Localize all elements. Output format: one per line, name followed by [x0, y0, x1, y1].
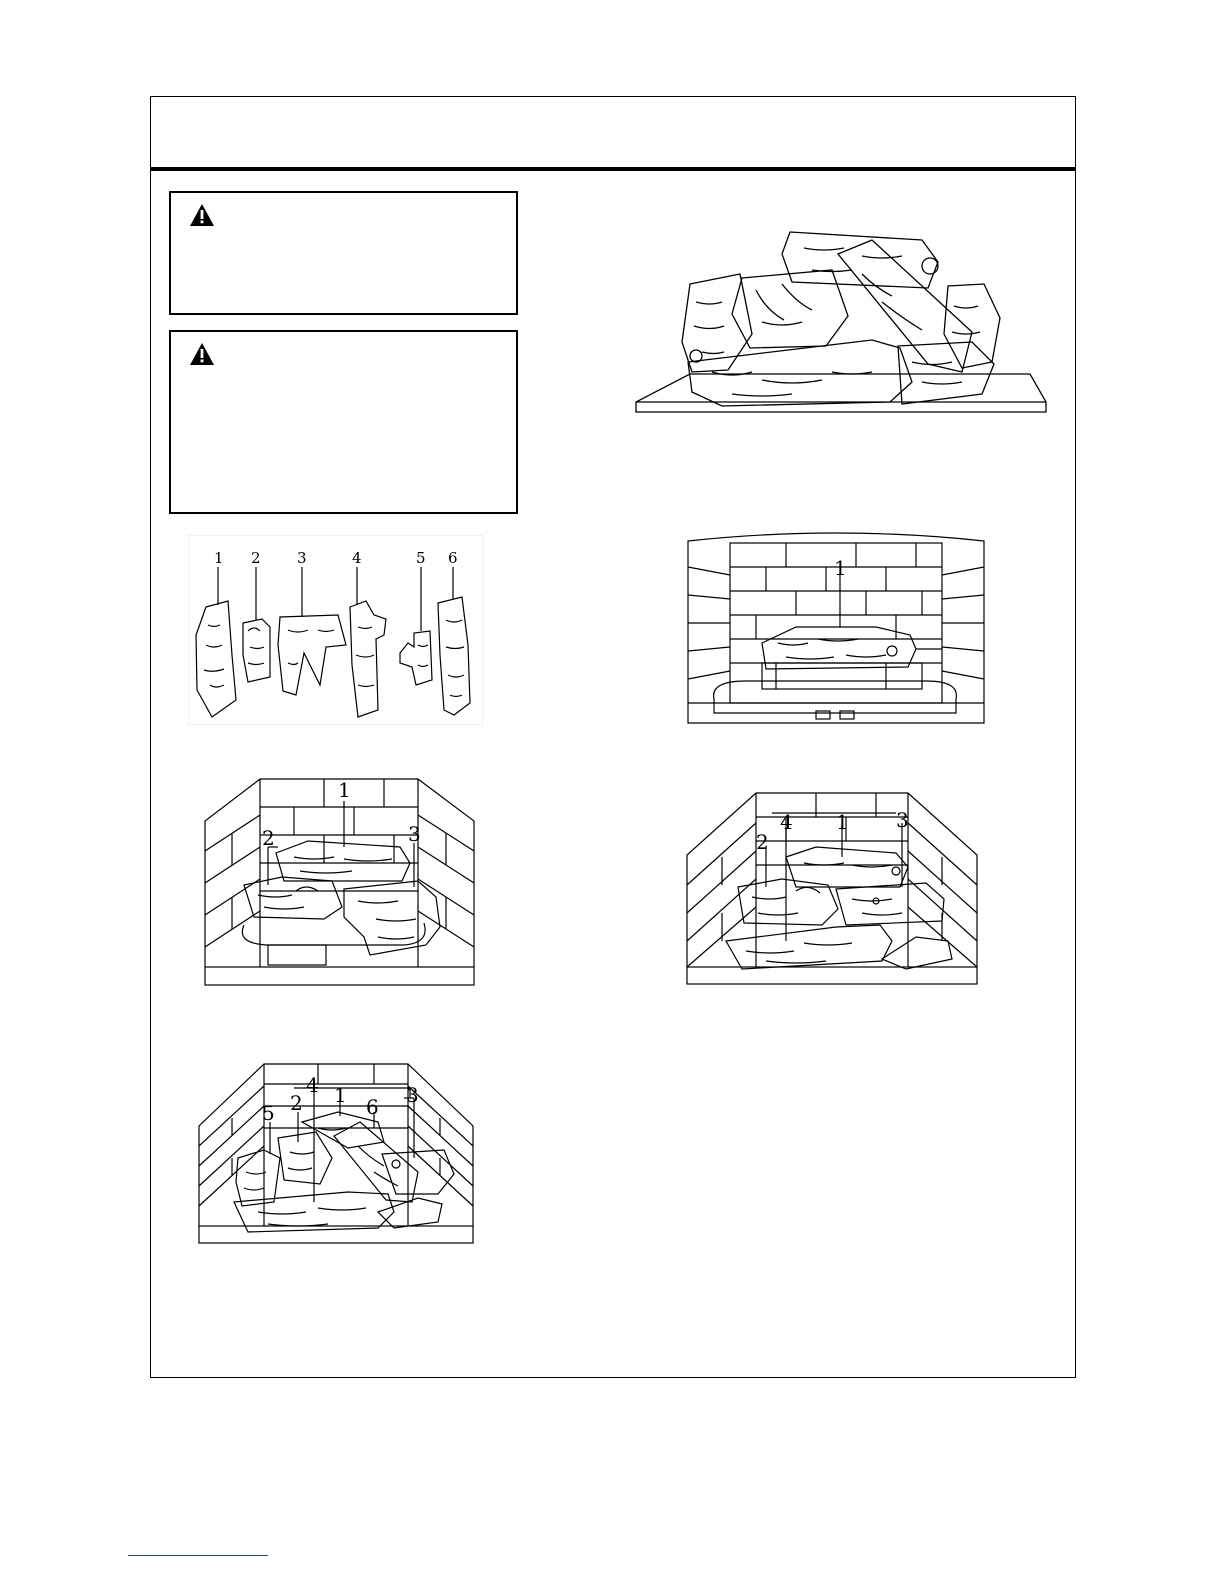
log-center — [732, 270, 848, 348]
step2-label-2: 2 — [262, 826, 275, 850]
step3-label-1: 1 — [836, 810, 849, 834]
warning-triangle-icon — [189, 203, 215, 227]
step3-log-2 — [738, 879, 838, 925]
log-diagonal — [838, 240, 972, 372]
parts-label-2: 2 — [251, 549, 261, 567]
step3-figure — [686, 791, 978, 985]
assembled-log-set-figure — [632, 222, 1050, 418]
log-front-right — [898, 342, 994, 404]
step4-label-1: 1 — [334, 1083, 347, 1107]
step3-label-3: 3 — [896, 808, 909, 832]
parts-label-1: 1 — [214, 549, 224, 567]
step4-label-4: 4 — [306, 1073, 319, 1097]
log-parts-figure — [188, 535, 483, 725]
step2-log-3 — [344, 881, 440, 955]
log-right — [944, 284, 1000, 368]
step3-log-1 — [786, 847, 908, 887]
step4-label-5: 5 — [262, 1101, 275, 1125]
parts-label-5: 5 — [416, 549, 426, 567]
step3-label-4: 4 — [780, 810, 793, 834]
log-left — [682, 274, 752, 372]
step2-log-2 — [244, 877, 342, 919]
log-front — [688, 340, 912, 406]
step2-log-1 — [276, 841, 410, 881]
step4-label-2: 2 — [290, 1091, 303, 1115]
step2-label-1: 1 — [338, 778, 351, 802]
step2-label-3: 3 — [408, 822, 421, 846]
step4-label-6: 6 — [366, 1095, 379, 1119]
step1-label-1: 1 — [834, 556, 847, 580]
step3-label-2: 2 — [756, 830, 769, 854]
step4-log-2 — [278, 1132, 332, 1184]
platform — [636, 374, 1046, 412]
parts-label-4: 4 — [352, 549, 362, 567]
step4-figure — [198, 1062, 474, 1244]
step4-log-5 — [236, 1150, 280, 1206]
parts-label-6: 6 — [448, 549, 458, 567]
warning-box-1 — [169, 191, 518, 315]
step2-figure — [204, 777, 475, 986]
step4-log-6 — [334, 1122, 418, 1202]
step3-log-3 — [836, 883, 944, 925]
header-rule — [151, 167, 1075, 171]
warning-triangle-icon — [189, 342, 215, 366]
warning-box-2 — [169, 330, 518, 514]
step1-figure — [686, 531, 986, 726]
footer-link-underline[interactable] — [128, 1555, 268, 1556]
parts-label-3: 3 — [297, 549, 307, 567]
step4-label-3: 3 — [406, 1083, 419, 1107]
